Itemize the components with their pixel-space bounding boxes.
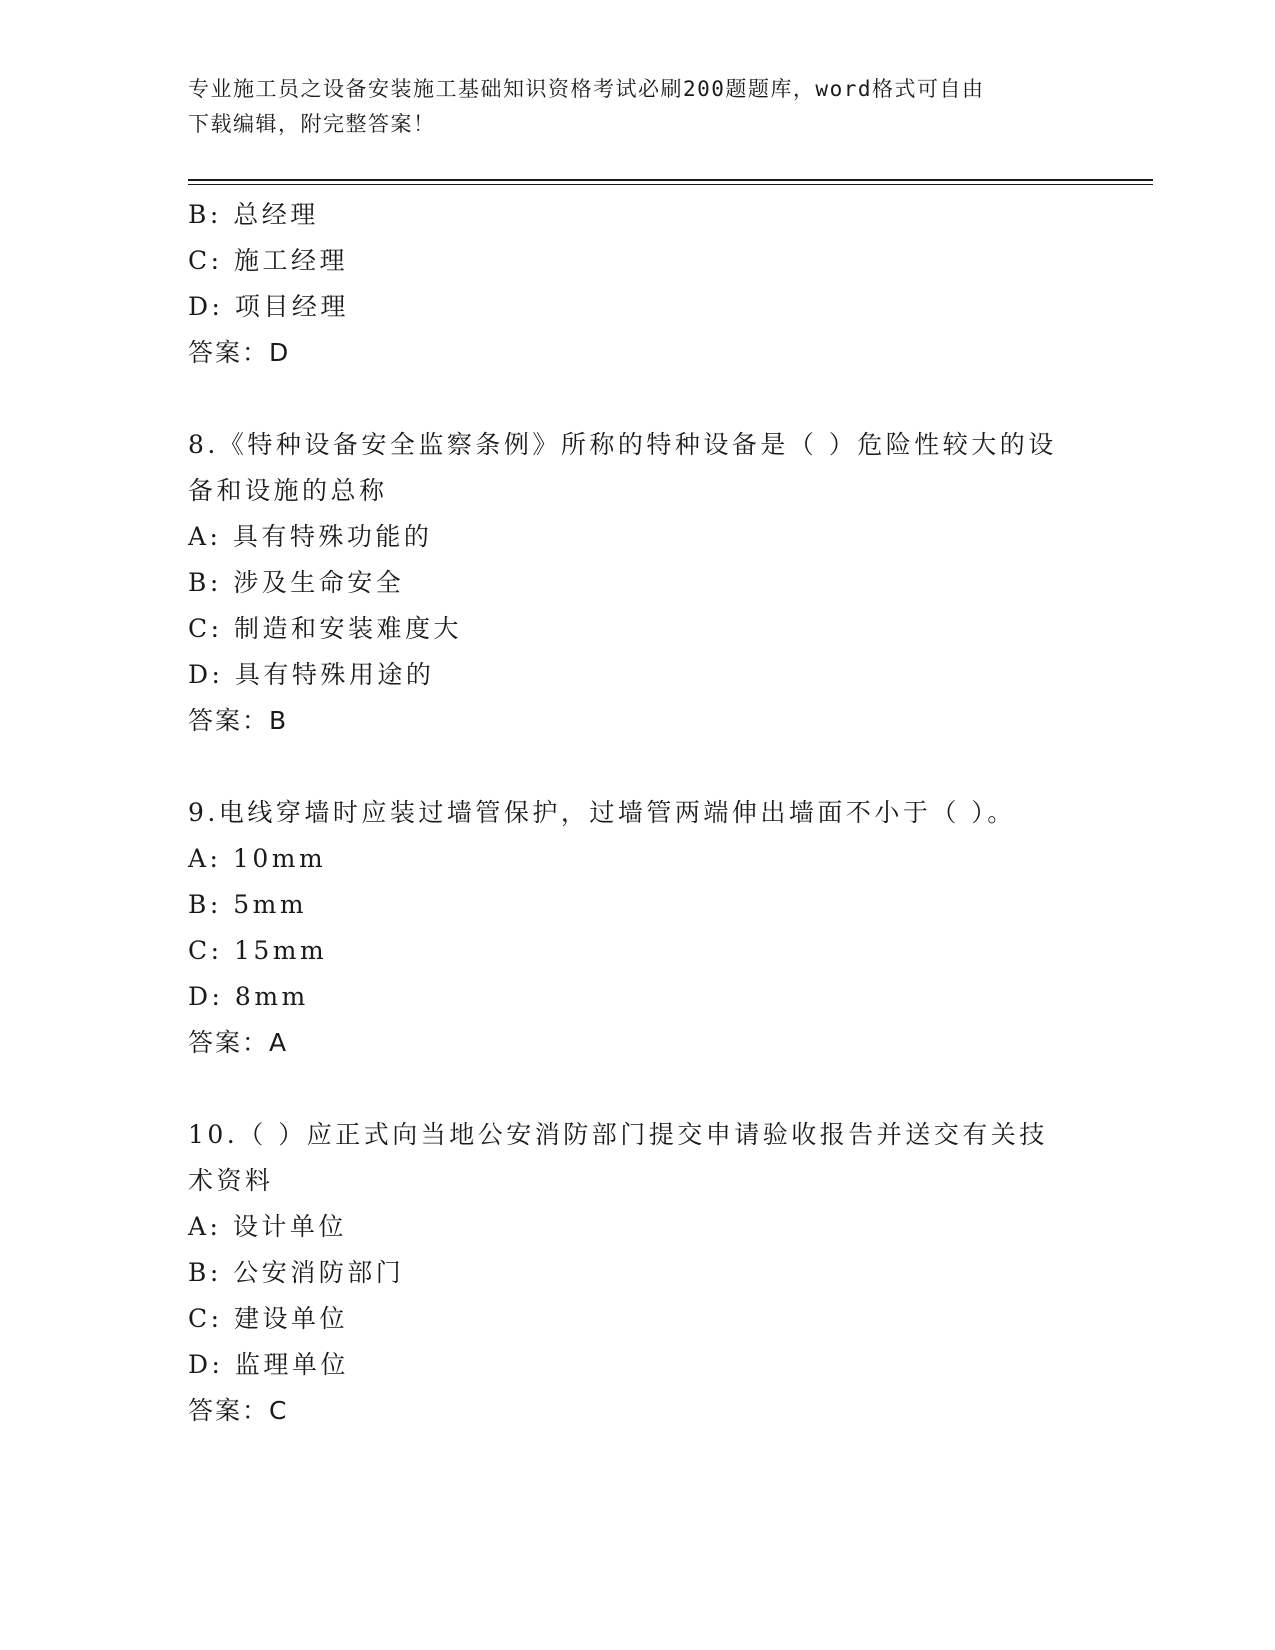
option-d: D: 项目经理: [188, 292, 349, 321]
question-8-block: [188, 422, 1088, 744]
option-a: A: 设计单位: [188, 1212, 347, 1241]
header-divider-thick: [188, 179, 1153, 181]
question-text: 8.《特种设备安全监察条例》所称的特种设备是（ ）危险性较大的设: [188, 430, 1057, 459]
option-b: B: 涉及生命安全: [188, 568, 405, 597]
answer-line: 答案：C: [188, 1396, 289, 1425]
question-9-block: [188, 790, 1088, 1066]
header-line-1: 专业施工员之设备安装施工基础知识资格考试必刷200题题库，word格式可自由: [188, 77, 985, 101]
option-b: B: 5mm: [188, 890, 308, 919]
option-d: D: 8mm: [188, 982, 309, 1011]
document-header: [188, 72, 1068, 142]
answer-line: 答案：B: [188, 706, 289, 735]
answer-line: 答案：D: [188, 338, 291, 367]
option-c: C: 15mm: [188, 936, 328, 965]
question-text: 9.电线穿墙时应装过墙管保护，过墙管两端伸出墙面不小于（ ）。: [188, 798, 1016, 827]
question-text: 10.（ ）应正式向当地公安消防部门提交申请验收报告并送交有关技: [188, 1120, 1048, 1149]
answer-line: 答案：A: [188, 1028, 289, 1057]
option-b: B: 总经理: [188, 200, 319, 229]
option-d: D: 具有特殊用途的: [188, 660, 435, 689]
header-divider-thin: [188, 184, 1153, 185]
option-b: B: 公安消防部门: [188, 1258, 405, 1287]
option-d: D: 监理单位: [188, 1350, 349, 1379]
question-content: [188, 192, 1088, 1434]
spacer: [188, 744, 1088, 790]
spacer: [188, 376, 1088, 422]
header-line-2: 下载编辑，附完整答案！: [188, 112, 436, 136]
option-a: A: 具有特殊功能的: [188, 522, 433, 551]
question-text: 术资料: [188, 1166, 274, 1195]
question-text: 备和设施的总称: [188, 476, 388, 505]
question-7-block: [188, 192, 1088, 376]
option-c: C: 制造和安装难度大: [188, 614, 462, 643]
option-c: C: 建设单位: [188, 1304, 348, 1333]
option-c: C: 施工经理: [188, 246, 348, 275]
option-a: A: 10mm: [188, 844, 327, 873]
spacer: [188, 1066, 1088, 1112]
question-10-block: [188, 1112, 1088, 1434]
